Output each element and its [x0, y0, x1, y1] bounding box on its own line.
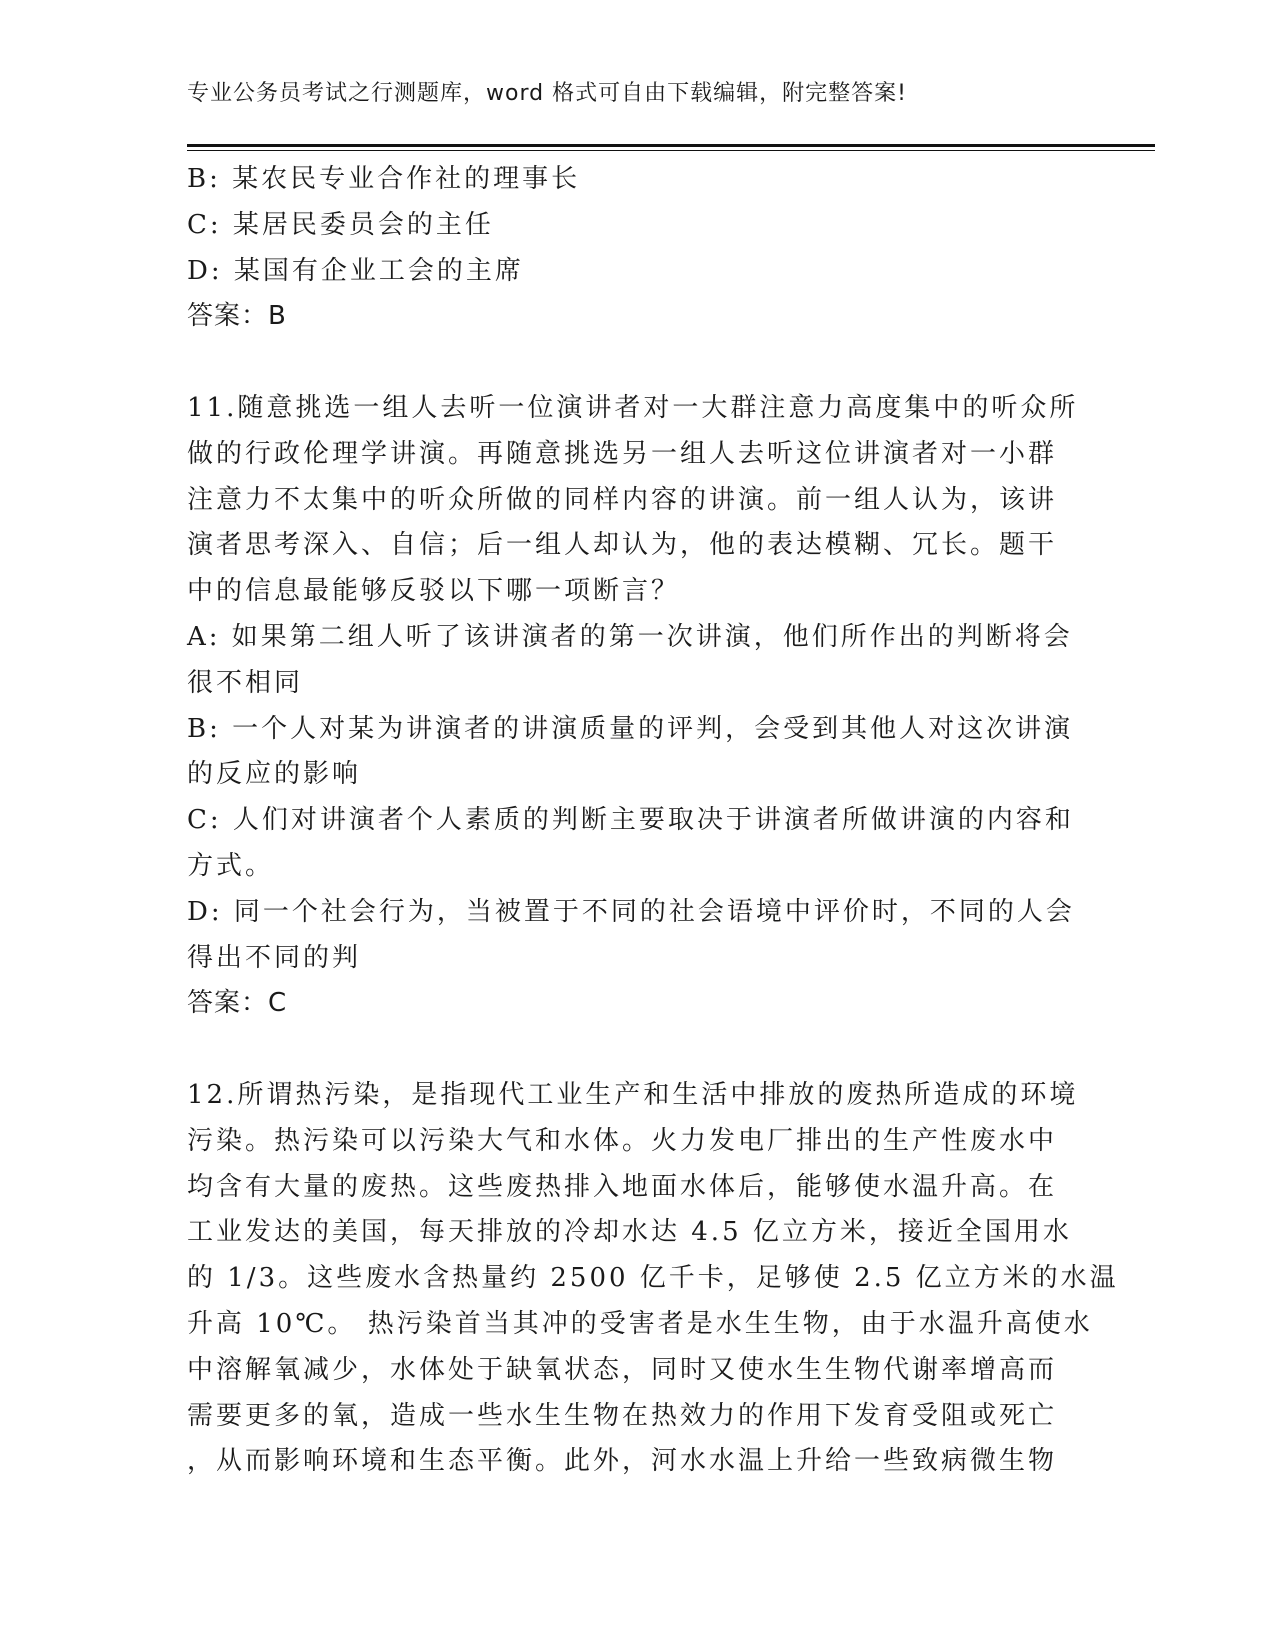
q12-stem-line: 需要更多的氧，造成一些水生生物在热效力的作用下发育受阻或死亡	[187, 1400, 1058, 1431]
q11-stem-line: 演者思考深入、自信；后一组人却认为，他的表达模糊、冗长。题干	[187, 530, 1058, 561]
q11-option-a-cont: 很不相同	[187, 667, 304, 698]
q11-answer: 答案：C	[187, 988, 288, 1019]
q12-stem-line: 工业发达的美国，每天排放的冷却水达 4.5 亿立方米，接近全国用水	[187, 1217, 1072, 1248]
q11-option-d: D: 同一个社会行为，当被置于不同的社会语境中评价时，不同的人会	[187, 896, 1075, 927]
q10-option-b: B: 某农民专业合作社的理事长	[187, 164, 581, 194]
q10-answer: 答案：B	[187, 301, 287, 332]
q12-stem-line: ，从而影响环境和生态平衡。此外，河水水温上升给一些致病微生物	[187, 1446, 1058, 1477]
q12-stem-line: 污染。热污染可以污染大气和水体。火力发电厂排出的生产性废水中	[187, 1125, 1058, 1156]
q11-stem-line: 注意力不太集中的听众所做的同样内容的讲演。前一组人认为，该讲	[187, 484, 1058, 515]
document-body	[187, 157, 1119, 1485]
q12-stem-line: 均含有大量的废热。这些废热排入地面水体后，能够使水温升高。在	[187, 1171, 1058, 1202]
spacer	[187, 340, 1087, 386]
q11-option-b: B: 一个人对某为讲演者的讲演质量的评判，会受到其他人对这次讲演	[187, 713, 1074, 744]
q11-option-a: A: 如果第二组人听了该讲演者的第一次讲演，他们所作出的判断将会	[187, 621, 1073, 652]
spacer	[187, 1027, 1087, 1073]
q11-option-c-cont: 方式。	[187, 850, 275, 881]
q12-stem-line: 的 1/3。这些废水含热量约 2500 亿千卡，足够使 2.5 亿立方米的水温	[187, 1263, 1119, 1294]
q11-option-b-cont: 的反应的影响	[187, 759, 362, 790]
q12-stem-line: 12.所谓热污染，是指现代工业生产和生活中排放的废热所造成的环境	[187, 1079, 1079, 1110]
q12-stem-line: 升高 10℃。 热污染首当其冲的受害者是水生生物，由于水温升高使水	[187, 1308, 1093, 1339]
q11-stem-line: 中的信息最能够反驳以下哪一项断言？	[187, 576, 681, 607]
q11-stem-line: 做的行政伦理学讲演。再随意挑选另一组人去听这位讲演者对一小群	[187, 438, 1058, 469]
header-rule-thin	[187, 150, 1155, 151]
q11-stem-line: 11.随意挑选一组人去听一位演讲者对一大群注意力高度集中的听众所	[187, 392, 1079, 423]
q11-option-c: C: 人们对讲演者个人素质的判断主要取决于讲演者所做讲演的内容和	[187, 805, 1074, 836]
q11-option-d-cont: 得出不同的判	[187, 942, 362, 973]
header-rule-thick	[187, 144, 1155, 147]
q10-option-d: D: 某国有企业工会的主席	[187, 255, 524, 286]
page-header-note: 专业公务员考试之行测题库，word 格式可自由下载编辑，附完整答案!	[187, 81, 907, 106]
q12-stem-line: 中溶解氧减少，水体处于缺氧状态，同时又使水生生物代谢率增高而	[187, 1354, 1058, 1385]
q10-option-c: C: 某居民委员会的主任	[187, 209, 494, 240]
